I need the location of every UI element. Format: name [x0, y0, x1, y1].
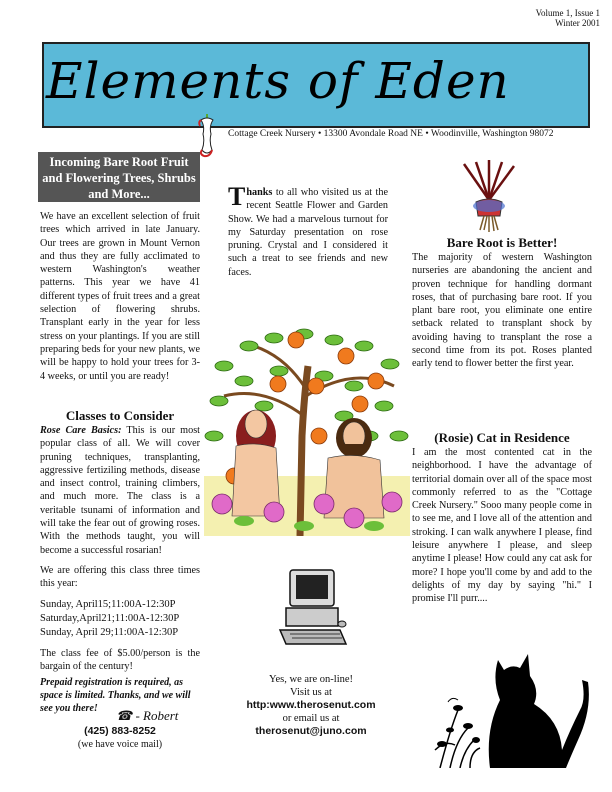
cat-heading: (Rosie) Cat in Residence — [434, 430, 570, 445]
phone-number: (425) 883-8252 — [84, 725, 156, 737]
classes-section — [40, 424, 200, 680]
computer-icon — [278, 568, 348, 648]
thanks-section — [228, 182, 388, 279]
classes-fee: The class fee of $5.00/person is the bargain of the century! — [40, 647, 200, 672]
schedule-item: Sunday, April 29;11:00A-12:30P — [40, 626, 179, 638]
website-link[interactable]: http:www.therosenut.com — [246, 699, 376, 711]
schedule-item: Saturday,April21;11:00A-12:30P — [40, 612, 180, 624]
online-section — [226, 673, 396, 738]
adam-eve-illustration — [204, 326, 410, 536]
rose-bundle-icon — [454, 160, 524, 232]
prepaid-note: Prepaid registration is required, as space is limited. Thanks, and we will see you there! — [40, 677, 191, 714]
thanks-dropcap: T — [228, 182, 246, 211]
bareroot-fruit-heading: Incoming Bare Root Fruit and Flowering Trees, Shrubs and More... — [38, 152, 200, 202]
thanks-lead: hanks — [246, 187, 273, 198]
classes-schedule — [40, 598, 200, 640]
schedule-item: Sunday, April15;11:00A-12:30P — [40, 598, 176, 610]
classes-heading: Classes to Consider — [65, 408, 175, 423]
issue-volume: Volume 1, Issue 1 — [535, 8, 600, 18]
bare-root-heading: Bare Root is Better! — [446, 235, 558, 250]
issue-season: Winter 2001 — [555, 18, 600, 28]
masthead-address: Cottage Creek Nursery • 13300 Avondale Road NE • Woodinville, Washington 98072 — [228, 129, 554, 139]
telephone-icon: ☎ — [116, 708, 133, 723]
cat-body: I am the most contented cat in the neighborhood. I have the advantage of territorial domain over all of the space most commonly referred to as the "Cottage Creek Nursery." Sooo many people come in to see me, and I love all of the attention and stroking. I can walk anywhere I please, find leisure anywhere I please, and sleep anytime I please! How could any cat ask for more? I hope you'll come by and add to the delights of my day by saying "hi." I promise I'll purr.... — [412, 447, 592, 605]
classes-lead: Rose Care Basics: — [40, 425, 122, 436]
online-line2: Visit us at — [290, 687, 332, 698]
classes-offering: We are offering this class three times this year: — [40, 564, 200, 590]
signature-name: - Robert — [135, 708, 179, 723]
online-line3: or email us at — [282, 713, 340, 724]
online-line1: Yes, we are on-line! — [268, 674, 354, 685]
masthead-title: Elements of Eden — [46, 52, 510, 110]
thanks-body: to all who visited us at the recent Seattle Flower and Garden Show. We had a marvelous turnout for my Saturday presentation on rose pruning. Crystal and I considered it such a treat to see friends and new faces. — [228, 187, 388, 278]
bareroot-fruit-body: We have an excellent selection of fruit trees which arrived in late January. Our trees are grown in Mount Vernon and thus they are fully acclimated to western Washington's weather patterns. This year we have 41 different types of fruit trees and a great selection of flowering shrubs. Transplant early in the year for less stress on your plantings. If you are still preparing beds for your new plants, we will be happy to hold your trees for 3-4 weeks, or until you are ready! — [40, 211, 200, 382]
voicemail-note: (we have voice mail) — [77, 739, 163, 750]
cat-silhouette-icon — [430, 640, 590, 768]
bare-root-body: The majority of western Washington nurseries are abandoning the ancient and proven technique for handling dormant roses, that of purchasing bare root. If you plant bare root, you eliminate one entire setback related to transplant shock by avoiding having to transplant the rose a second time from its pot. Roses planted early tend to flower better the first year. — [412, 252, 592, 370]
signature — [116, 708, 178, 724]
classes-body: This is our most popular class of all. We will cover pruning techniques, transplanting, aggressive fertiziling methods, disease and insect control, training climbers, and much more. The class is a veritable tsunami of information and will take the fear out of growing roses. With the methods taught, you will become a successful rosarian! — [40, 425, 200, 556]
email-link[interactable]: therosenut@juno.com — [255, 725, 367, 737]
issue-info — [480, 8, 600, 28]
